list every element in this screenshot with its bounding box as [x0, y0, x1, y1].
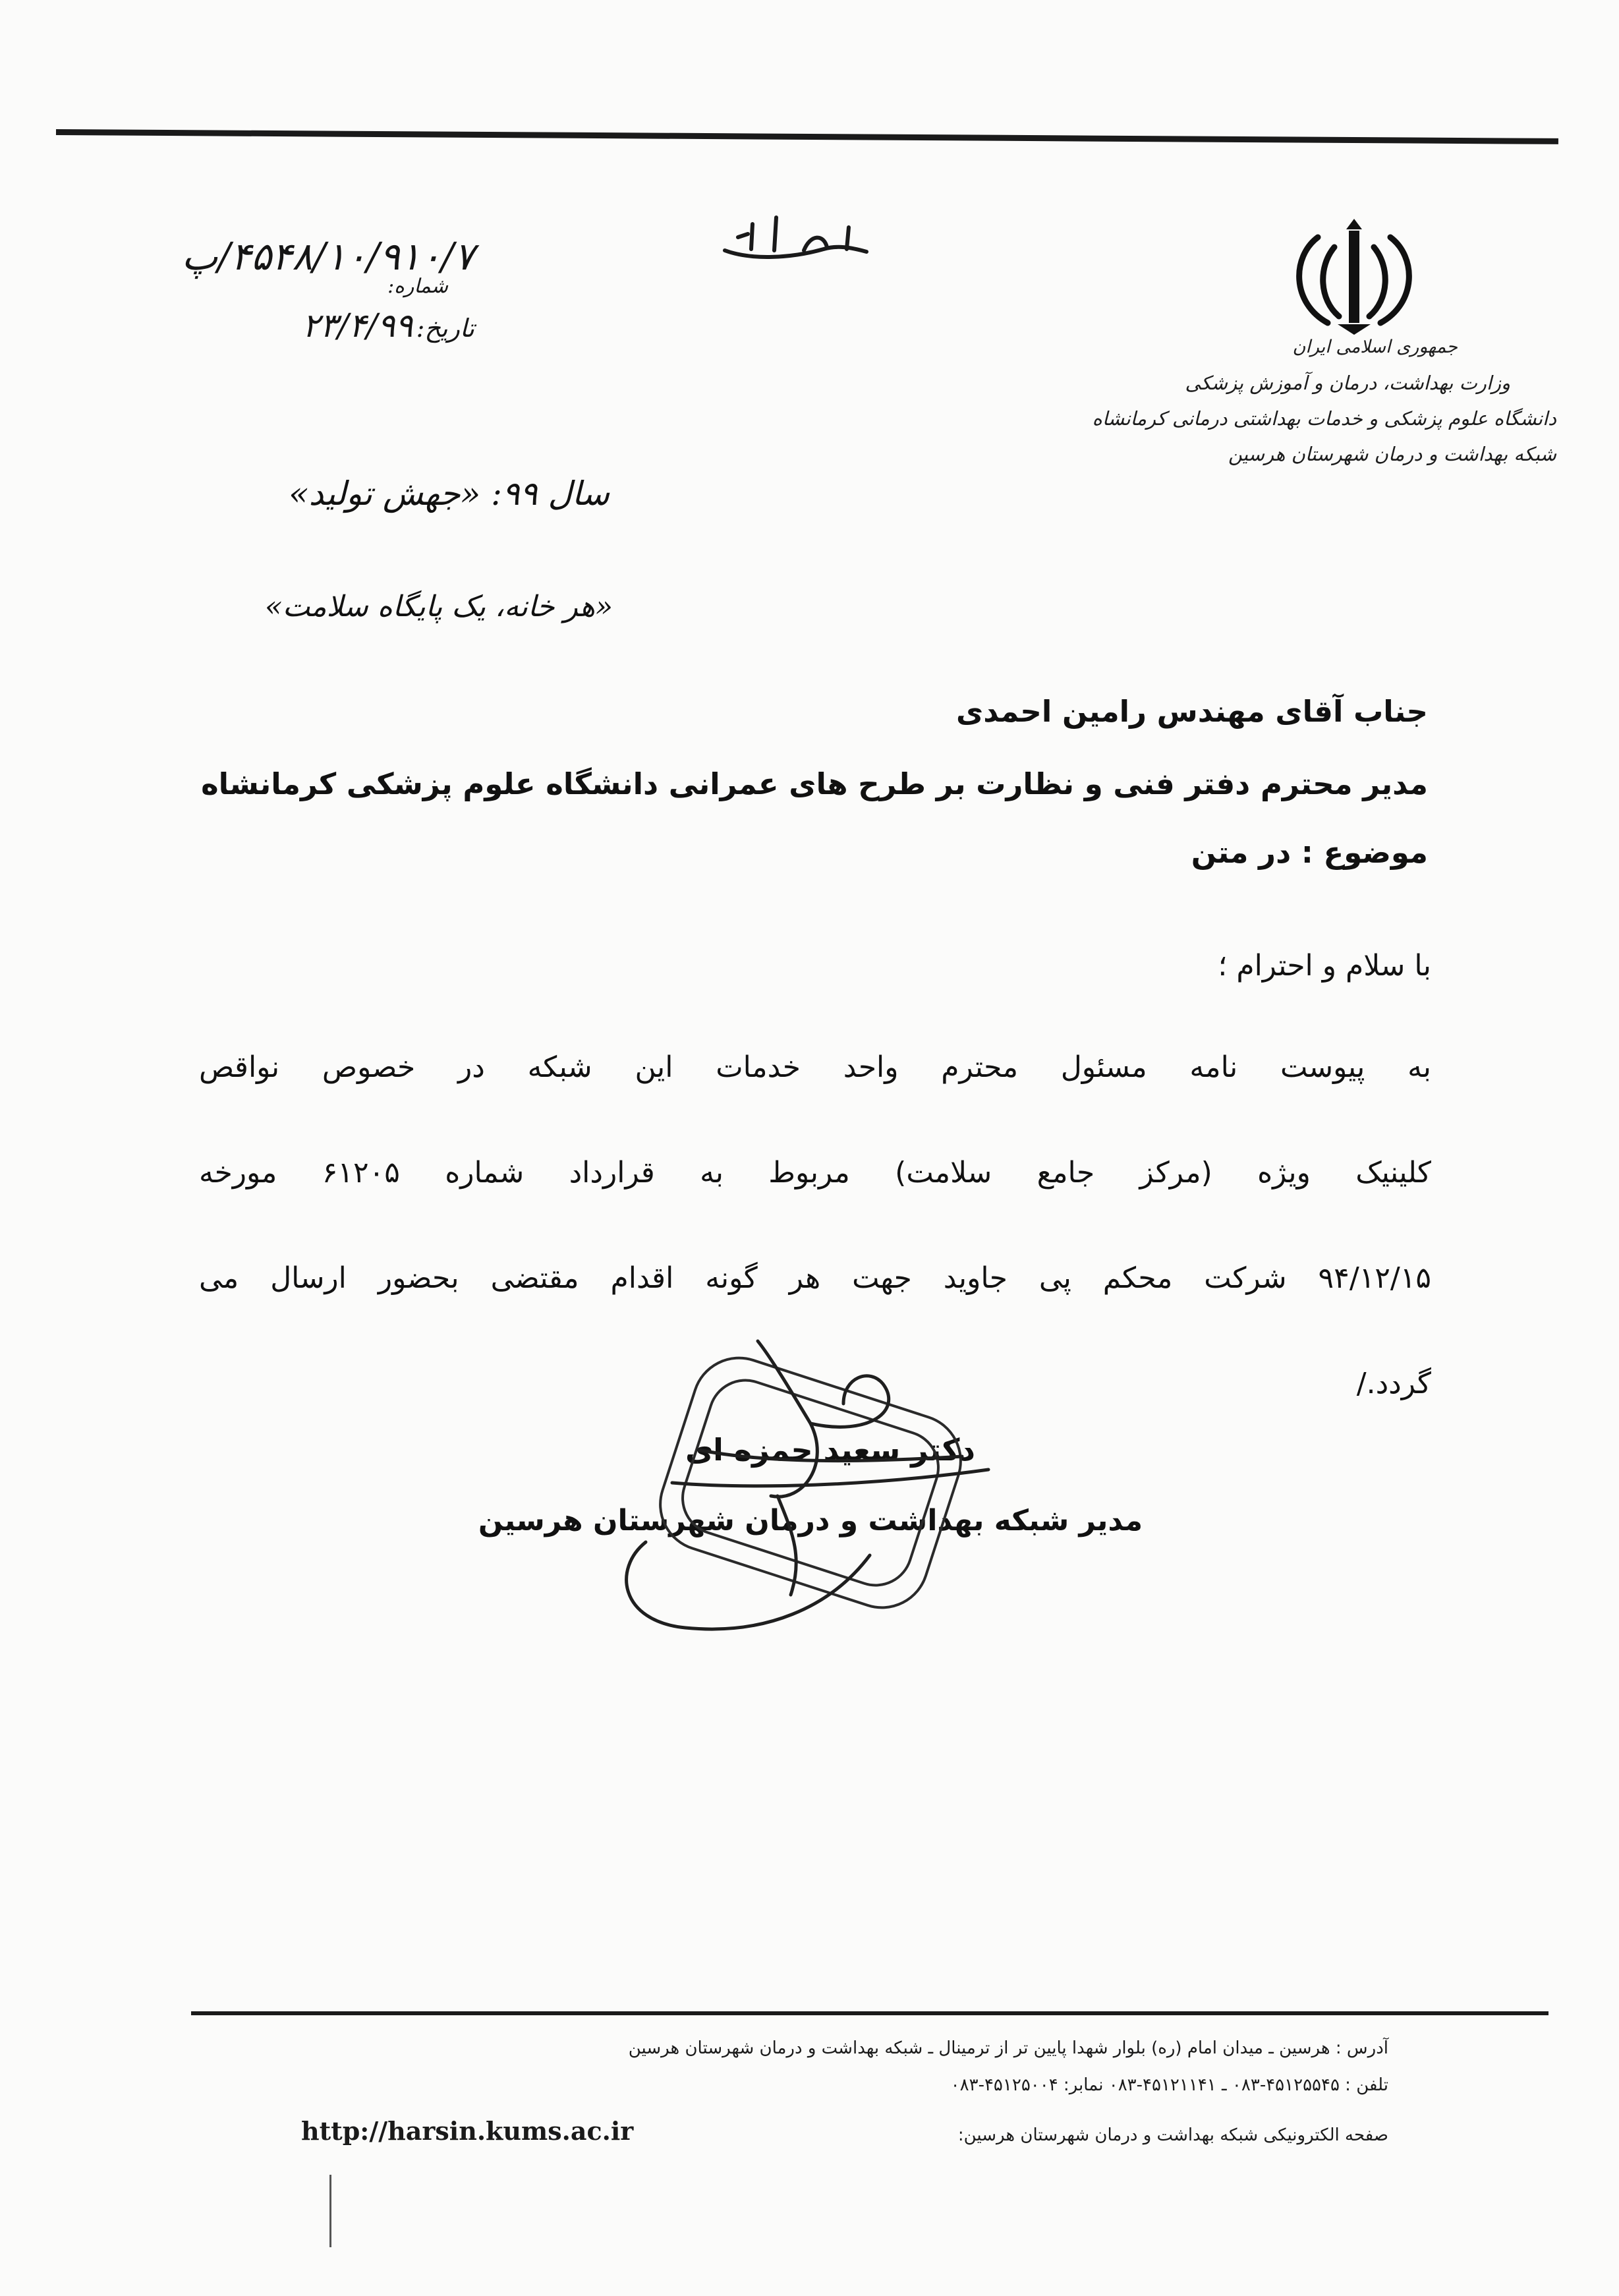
letter-number — [182, 234, 474, 279]
salutation: با سلام و احترام ؛ — [1218, 949, 1431, 983]
letter-date-value: ۲۳/۴/۹۹ — [302, 306, 413, 345]
letter-body — [199, 1048, 1431, 1470]
signatory-name: دکتر سعید حمزه ای — [685, 1432, 976, 1468]
letter-date — [302, 306, 474, 345]
body-line: ۹۴/۱۲/۱۵ شرکت محکم پی جاوید جهت هر گونه اقدام مقتضی بحضور ارسال می — [199, 1261, 1431, 1295]
ministry-line-network: شبکه بهداشت و درمان شهرستان هرسین — [1228, 443, 1556, 465]
basmala-calligraphy — [712, 198, 883, 277]
signatory-title: مدیر شبکه بهداشت و درمان شهرستان هرسین — [478, 1504, 1143, 1537]
footer-website — [215, 2117, 1388, 2154]
letter-number-value: ۴۵۴۸/۱۰/۹۱۰/۷/پ — [181, 234, 474, 279]
recipient-block — [176, 692, 1428, 873]
ministry-header — [1092, 330, 1556, 472]
footer-phone: تلفن : ۴۵۱۲۵۵۴۵-۰۸۳ ـ ۴۵۱۲۱۱۴۱-۰۸۳ نمابر: ۴۵۱۲۵۰۰۴-۰۸۳ — [950, 2075, 1388, 2095]
letter-number-label: شماره: — [387, 275, 448, 298]
body-line: گردد./ — [1356, 1367, 1431, 1400]
recipient-name: جناب آقای مهندس رامین احمدی — [956, 694, 1428, 729]
footer-rule — [191, 2011, 1548, 2015]
margin-mark — [329, 2175, 331, 2247]
ministry-line-country: جمهوری اسلامی ایران — [1292, 337, 1458, 357]
recipient-title: مدیر محترم دفتر فنی و نظارت بر طرح های عمرانی دانشگاه علوم پزشکی کرمانشاه — [201, 766, 1428, 801]
year-slogan: سال ۹۹: «جهش تولید» — [289, 474, 610, 513]
ministry-line-university: دانشگاه علوم پزشکی و خدمات بهداشتی درمانی کرمانشاه — [1092, 407, 1556, 430]
signature-block — [461, 1430, 1160, 1541]
header-rule — [56, 129, 1558, 144]
letter-date-label: تاریخ: — [416, 314, 474, 343]
footer-website-url[interactable]: http://harsin.kums.ac.ir — [301, 2116, 634, 2146]
body-line: کلینیک ویژه (مرکز جامع سلامت) مربوط به قرارداد شماره ۶۱۲۰۵ مورخه — [199, 1156, 1431, 1190]
health-slogan: «هر خانه، یک پایگاه سلامت» — [264, 590, 613, 623]
letter-subject: موضوع : در متن — [1191, 835, 1428, 870]
ministry-line-ministry: وزارت بهداشت، درمان و آموزش پزشکی — [1185, 372, 1510, 394]
body-line: به پیوست نامه مسئول محترم واحد خدمات این شبکه در خصوص نواقص — [199, 1050, 1431, 1084]
iran-emblem-icon — [1278, 217, 1430, 339]
letter-footer — [215, 2030, 1388, 2154]
footer-address: آدرس : هرسین ـ میدان امام (ره) بلوار شهدا پایین تر از ترمینال ـ شبکه بهداشت و درمان شهرستان هرسین — [628, 2038, 1388, 2058]
footer-website-label: صفحه الکترونیکی شبکه بهداشت و درمان شهرستان هرسین: — [957, 2125, 1388, 2145]
